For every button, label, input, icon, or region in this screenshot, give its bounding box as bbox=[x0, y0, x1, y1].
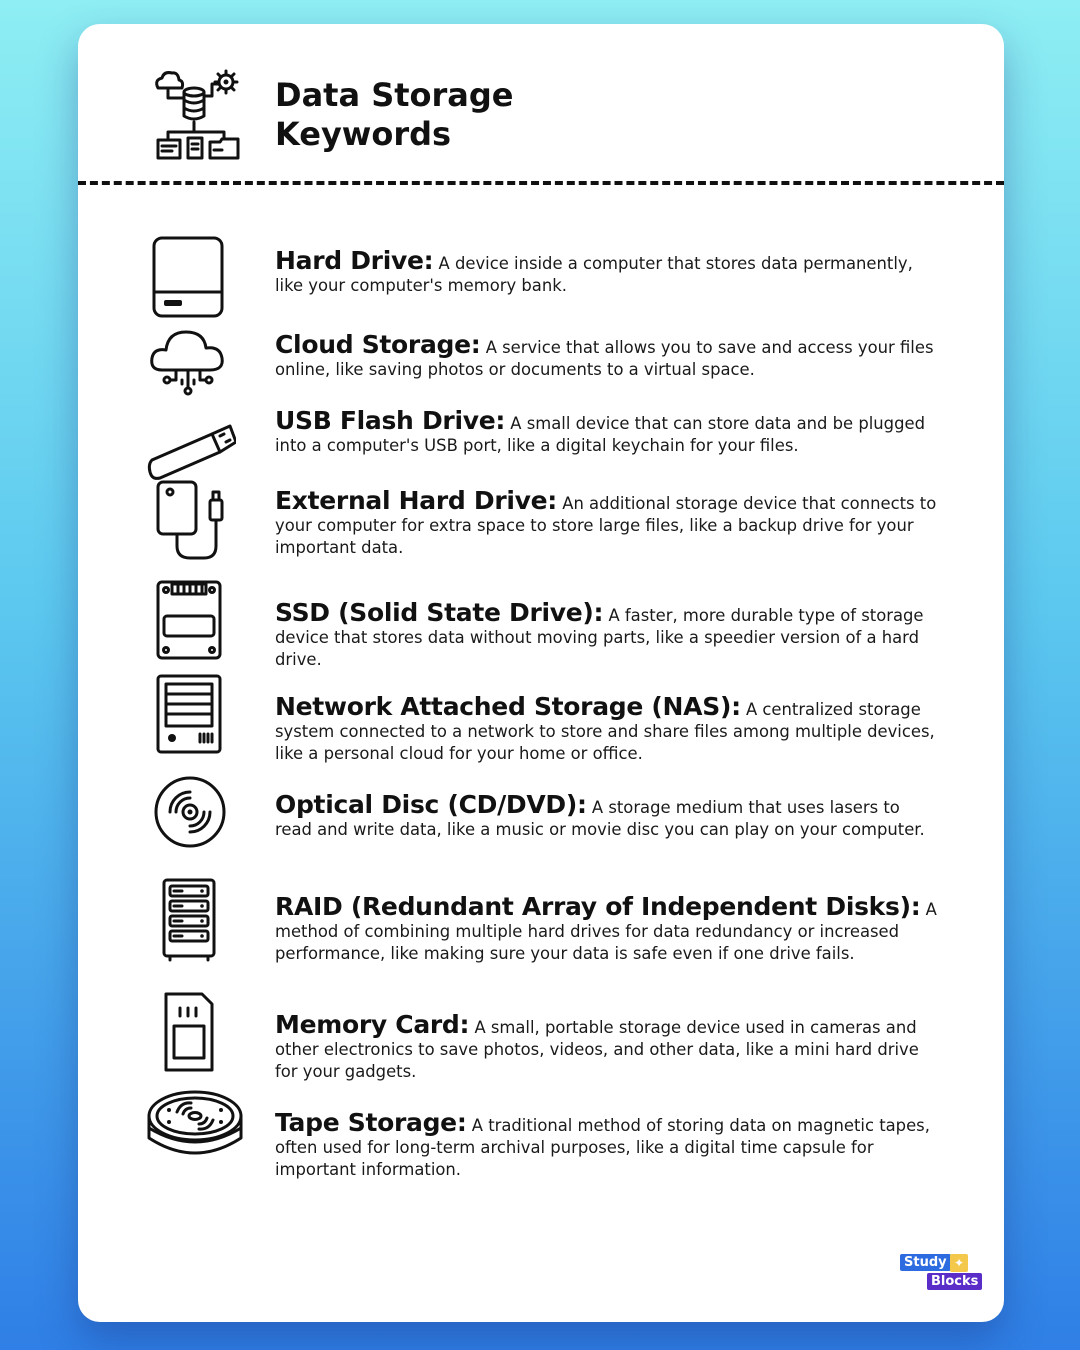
ssd-icon bbox=[140, 576, 236, 666]
keyword-definition: A traditional method of storing data on magnetic tapes, often used for long-term archival purposes, like a digital time capsule for important information. bbox=[275, 1116, 930, 1179]
keyword-text bbox=[275, 1010, 941, 1083]
external-hard-drive-icon bbox=[140, 476, 236, 566]
title-line-1: Data Storage bbox=[275, 76, 514, 114]
sparkle-icon: ✦ bbox=[950, 1254, 968, 1272]
raid-server-icon bbox=[140, 874, 236, 964]
keyword-definition: A centralized storage system connected to a network to store and share files among multiple devices, like a personal cloud for your home or office. bbox=[275, 700, 935, 763]
keyword-text bbox=[275, 598, 941, 671]
memory-card-icon bbox=[140, 988, 236, 1078]
keyword-definition: A service that allows you to save and access your files online, like saving photos or documents to a virtual space. bbox=[275, 338, 934, 379]
keyword-text bbox=[275, 406, 941, 457]
optical-disc-icon bbox=[140, 768, 236, 858]
dashed-divider bbox=[78, 181, 1004, 185]
keyword-definition: A method of combining multiple hard drives for data redundancy or increased performance, like making sure your data is safe even if one drive fails. bbox=[275, 900, 937, 963]
keyword-text bbox=[275, 790, 941, 841]
keyword-term: SSD (Solid State Drive): bbox=[275, 598, 604, 627]
keyword-text bbox=[275, 246, 941, 297]
tape-reel-icon bbox=[138, 1086, 248, 1176]
nas-icon bbox=[140, 670, 236, 760]
keyword-text bbox=[275, 1108, 941, 1181]
keyword-text bbox=[275, 692, 941, 765]
title-line-2: Keywords bbox=[275, 115, 452, 153]
brand-word-study: Study bbox=[900, 1254, 951, 1271]
keyword-term: Optical Disc (CD/DVD): bbox=[275, 790, 587, 819]
data-storage-network-icon bbox=[152, 68, 248, 160]
keyword-term: RAID (Redundant Array of Independent Disks): bbox=[275, 892, 921, 921]
keyword-term: External Hard Drive: bbox=[275, 486, 558, 515]
keyword-term: Tape Storage: bbox=[275, 1108, 467, 1137]
keyword-definition: A faster, more durable type of storage device that stores data without moving parts, like a speedier version of a hard drive. bbox=[275, 606, 924, 669]
keyword-term: Hard Drive: bbox=[275, 246, 434, 275]
keyword-definition: A device inside a computer that stores data permanently, like your computer's memory bank. bbox=[275, 254, 913, 295]
keyword-term: Network Attached Storage (NAS): bbox=[275, 692, 741, 721]
page-title bbox=[275, 76, 514, 154]
keyword-card bbox=[78, 24, 1004, 1322]
cloud-storage-icon bbox=[140, 318, 236, 408]
keyword-definition: A small, portable storage device used in cameras and other electronics to save photos, videos, and other data, like a mini hard drive for your gadgets. bbox=[275, 1018, 919, 1081]
usb-flash-drive-icon bbox=[140, 396, 236, 486]
keyword-definition: A storage medium that uses lasers to read and write data, like a music or movie disc you can play on your computer. bbox=[275, 798, 925, 839]
brand-word-blocks: Blocks bbox=[927, 1273, 982, 1290]
keyword-term: Memory Card: bbox=[275, 1010, 470, 1039]
keyword-text bbox=[275, 486, 941, 559]
keyword-definition: A small device that can store data and be plugged into a computer's USB port, like a digital keychain for your files. bbox=[275, 414, 925, 455]
keyword-term: Cloud Storage: bbox=[275, 330, 481, 359]
keyword-term: USB Flash Drive: bbox=[275, 406, 506, 435]
study-blocks-logo bbox=[900, 1254, 980, 1294]
keyword-text bbox=[275, 892, 941, 965]
keyword-definition: An additional storage device that connects to your computer for extra space to store large files, like a backup drive for your important data. bbox=[275, 494, 937, 557]
hard-drive-icon bbox=[140, 234, 236, 324]
keyword-text bbox=[275, 330, 941, 381]
